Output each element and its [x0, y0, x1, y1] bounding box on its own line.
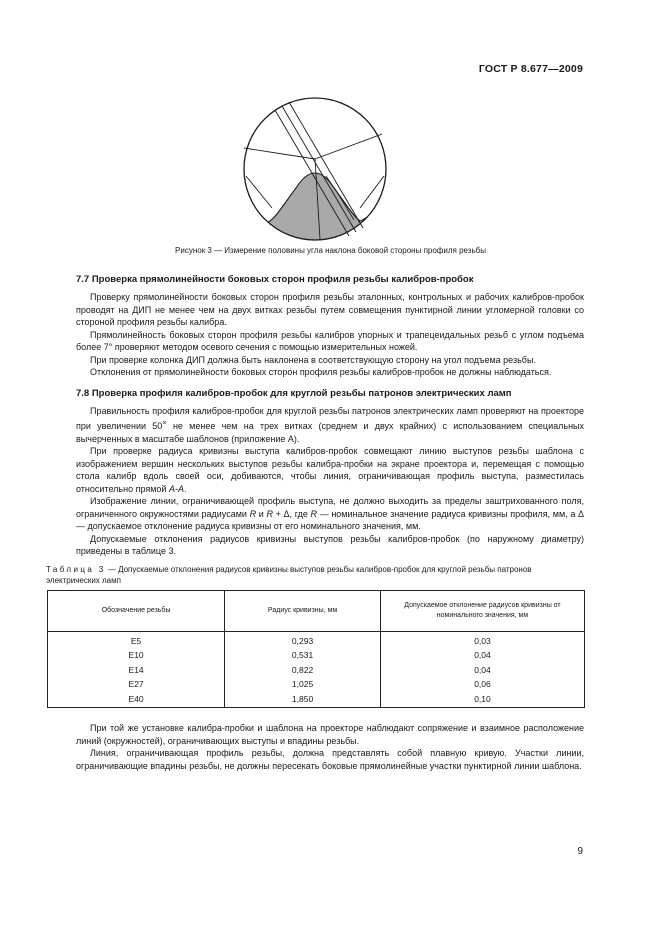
- table-cell: 1,850: [225, 692, 381, 708]
- table-cell: 1,025: [225, 677, 381, 692]
- main-content: [46, 273, 585, 772]
- table-cell: E10: [48, 648, 225, 663]
- table-row: [48, 648, 585, 663]
- table-row: [48, 692, 585, 708]
- column-header: Допускаемое отклонение радиусов кривизны от номинального значения, мм: [380, 590, 584, 631]
- closing-paragraph: Линия, ограничивающая профиль резьбы, должна представлять собой плавную кривую. Участки линии, ограничивающие впадины резьбы, не должны пересекать боковые прямолинейные участки пунктирной линии шаблона.: [76, 748, 584, 771]
- section-7-7-paragraph: Отклонения от прямолинейности боковых сторон профиля резьбы калибров-пробок не должны наблюдаться.: [90, 367, 552, 377]
- table-cell: 0,03: [380, 631, 584, 648]
- section-7-8-paragraph: При проверке радиуса кривизны выступа калибров-пробок совмещают линию выступов резьбы шаблона с изображением вершин нескольких выступов резьбы калибра-пробки на экране проектора и, перемещая с помощью стола калибр вдоль своей оси, добиваются, чтобы линия, ограничивающая профиль выступа, разместилась относительно прямой А-А.: [76, 446, 584, 494]
- table-cell: 0,293: [225, 631, 381, 648]
- figure-caption: Рисунок 3 — Измерение половины угла наклона боковой стороны профиля резьбы: [175, 246, 486, 255]
- column-header: Обозначение резьбы: [48, 590, 225, 631]
- table-cell: E14: [48, 663, 225, 678]
- section-7-8-title: 7.8 Проверка профиля калибров-пробок для круглой резьбы патронов электрических ламп: [76, 387, 512, 399]
- tolerance-table: [47, 590, 585, 709]
- table-row: [48, 663, 585, 678]
- column-header: Радиус кривизны, мм: [225, 590, 381, 631]
- table-row: [48, 677, 585, 692]
- table-cell: E40: [48, 692, 225, 708]
- table-header-row: [48, 590, 585, 631]
- table-cell: 0,04: [380, 648, 584, 663]
- section-7-8-paragraph: Допускаемые отклонения радиусов кривизны выступов резьбы калибров-пробок (по наружному диаметру) приведены в таблице 3.: [76, 533, 584, 556]
- table-cell: 0,04: [380, 663, 584, 678]
- standard-header: ГОСТ Р 8.677—2009: [478, 63, 583, 75]
- section-7-8-paragraph: Изображение линии, ограничивающей профиль выступа, не должно выходить за пределы заштрихованного поля, ограниченного окружностями радиусами R и R + Δ, где R — номинальное значение радиуса кривизны профиля, мм, а Δ — допускаемое отклонение радиуса кривизны от его номинального значения, мм.: [76, 496, 585, 531]
- table-cell: E27: [48, 677, 225, 692]
- table-row: [48, 631, 585, 648]
- table-cell: 0,10: [380, 692, 584, 708]
- table-cell: 0,06: [380, 677, 584, 692]
- table-caption: Таблица 3 — Допускаемые отклонения радиусов кривизны выступов резьбы калибров-пробок для круглой резьбы патронов электрических ламп: [46, 564, 532, 585]
- table-cell: 0,822: [225, 663, 381, 678]
- thread-profile-figure: [242, 96, 388, 242]
- section-7-7-title: 7.7 Проверка прямолинейности боковых сторон профиля резьбы калибров-пробок: [76, 274, 474, 285]
- page-number: 9: [577, 846, 583, 857]
- table-cell: E5: [48, 631, 225, 648]
- section-7-7-paragraph: Прямолинейность боковых сторон профиля резьбы калибров упорных и трапецеидальных резьб с углом подъема более 7° проверяют методом осевого сечения с помощью измерительных ножей.: [76, 329, 584, 352]
- section-7-7-paragraph: Проверку прямолинейности боковых сторон профиля резьбы эталонных, контрольных и рабочих калибров-пробок проводят на ДИП не менее чем на двух витках резьбы путем совмещения пунктирной линии угломерной головки со стороной профиля резьбы калибра.: [76, 292, 584, 327]
- section-7-7-paragraph: При проверке колонка ДИП должна быть наклонена в соответствующую сторону на угол подъема резьбы.: [90, 354, 536, 365]
- closing-paragraph: При той же установке калибра-пробки и шаблона на проекторе наблюдают сопряжение и взаимное расположение линий (окружностей), ограничивающих выступы и впадины резьбы.: [76, 723, 584, 746]
- section-7-8-paragraph: Правильность профиля калибров-пробок для круглой резьбы патронов электрических ламп проверяют на проекторе при увеличении 50× не менее чем на трех витках (среднем и двух крайних) с использованием специальных вычерченных в масштабе шаблонов (приложение А).: [76, 405, 585, 444]
- table-cell: 0,531: [225, 648, 381, 663]
